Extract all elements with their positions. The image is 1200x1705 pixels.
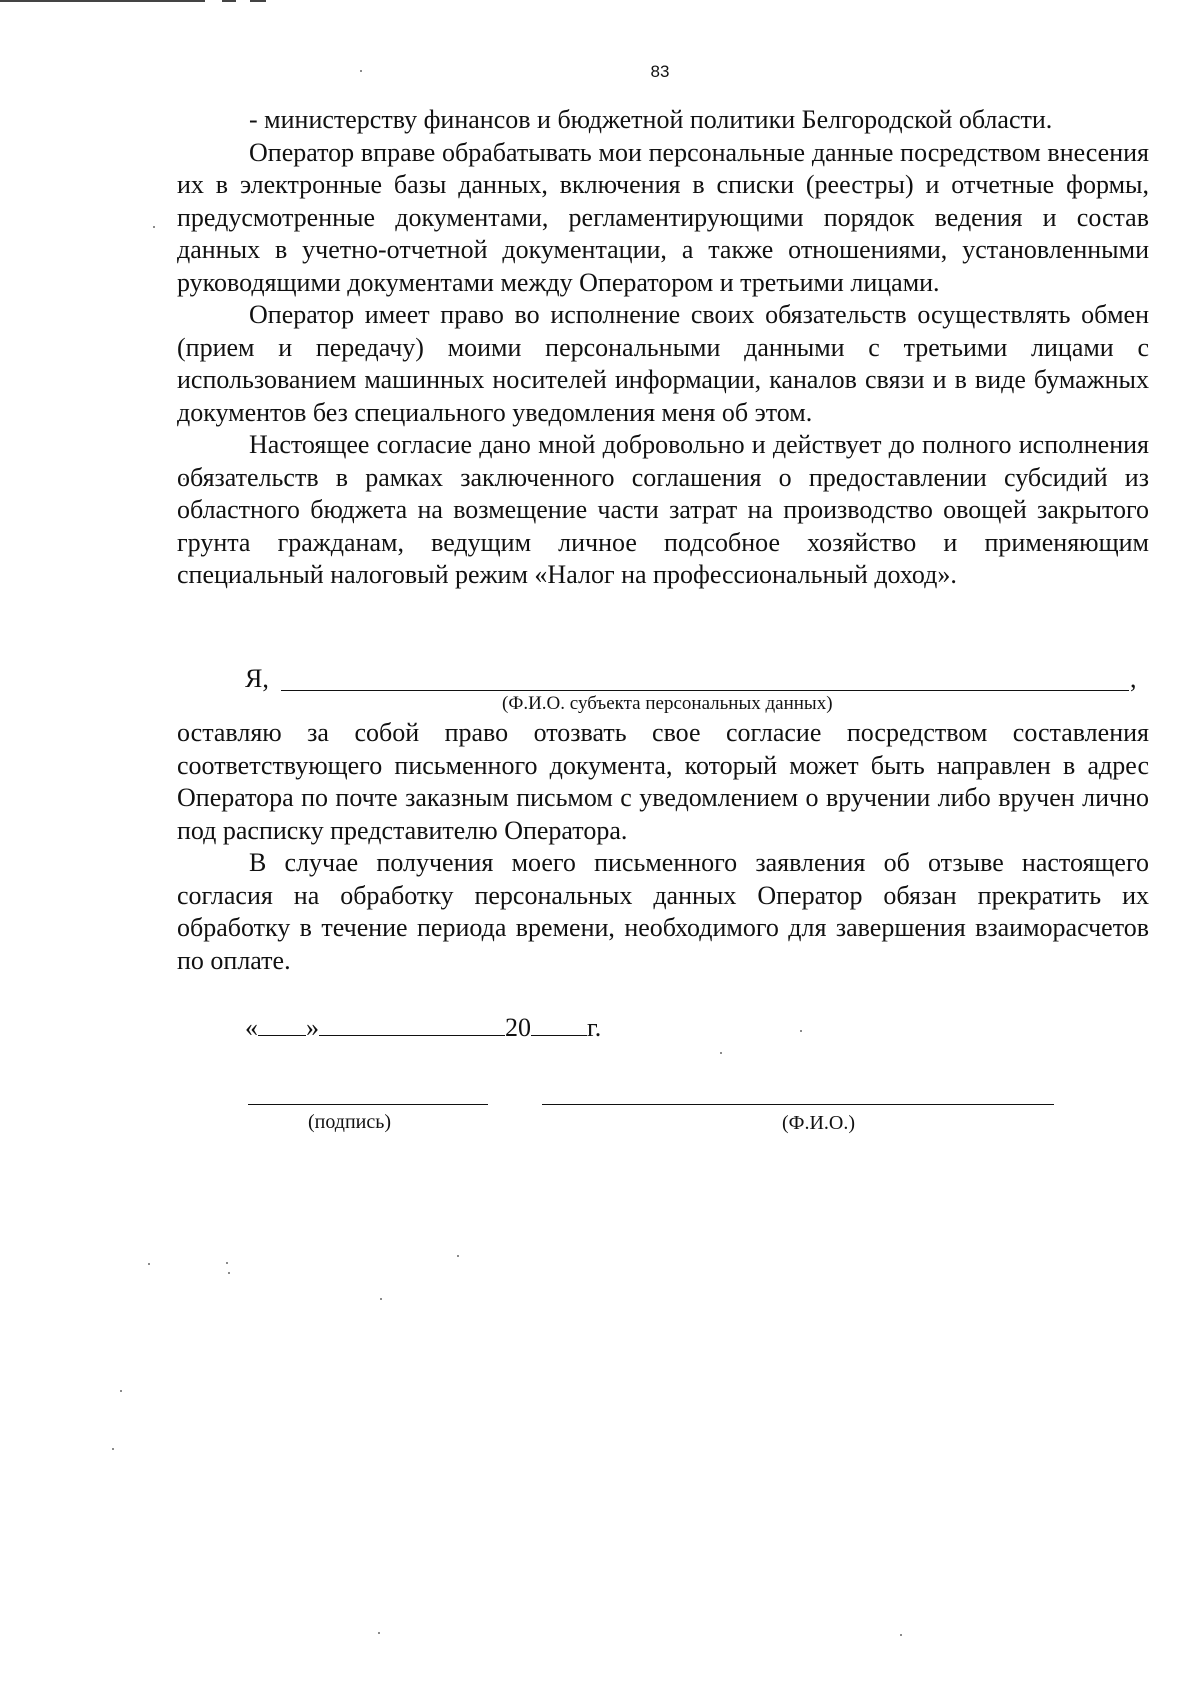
paragraph-termination: В случае получения моего письменного заявления об отзыве настоящего согласия на обработку персональных данных Оператор обязан прекратить их обработку в течение периода времени, необходимого для завершения взаиморасчетов по оплате. [177, 848, 1149, 975]
year-suffix: г. [587, 1013, 602, 1042]
scan-speck [226, 1262, 228, 1264]
subject-name-field[interactable] [281, 690, 1129, 691]
signature-caption: (подпись) [308, 1111, 392, 1133]
scan-speck [457, 1255, 459, 1257]
year-prefix: 20 [505, 1013, 531, 1042]
date-line [245, 1011, 601, 1044]
scan-speck [900, 1634, 902, 1636]
paragraph-exchange: Оператор имеет право во исполнение своих обязательств осуществлять обмен (прием и передачу) моими персональными данными с третьими лицами с использованием машинных носителей информации, каналов связи и в виде бумажных документов без специального уведомления меня об этом. [177, 300, 1149, 427]
scan-artifact-line [0, 0, 205, 2]
fio-caption: (Ф.И.О.) [782, 1112, 856, 1134]
scan-artifact-line [222, 0, 236, 2]
ya-prefix: Я, [245, 664, 269, 693]
scan-speck [378, 1632, 380, 1634]
scan-speck [120, 1390, 122, 1392]
paragraph-revocation: оставляю за собой право отозвать свое согласие посредством составления соответствующего письменного документа, который может быть направлен в адрес Оператора по почте заказным письмом с уведомлением о вручении либо вручен лично под расписку представителю Оператора. [177, 718, 1149, 845]
scan-speck [228, 1272, 230, 1274]
document-body-continued [177, 717, 1149, 977]
month-field[interactable] [319, 1011, 505, 1036]
scan-speck [720, 1052, 722, 1054]
fio-field[interactable] [542, 1104, 1054, 1105]
scan-artifact-line [250, 0, 266, 2]
scan-speck [800, 1030, 802, 1032]
paragraph-consent-term: Настоящее согласие дано мной добровольно и действует до полного исполнения обязательств в рамках заключенного соглашения о предоставлении субсидий из областного бюджета на возмещение части затрат на производство овощей закрытого грунта гражданам, ведущим личное подсобное хозяйство и применяющим специальный налоговый режим «Налог на профессиональный доход». [177, 430, 1149, 589]
document-body [177, 104, 1149, 592]
scan-speck [112, 1448, 114, 1450]
scan-speck [153, 226, 155, 228]
day-field[interactable] [258, 1011, 306, 1036]
scan-speck [148, 1263, 150, 1265]
date-open-quote: « [245, 1013, 258, 1042]
scan-speck [380, 1298, 382, 1300]
paragraph-processing: Оператор вправе обрабатывать мои персональные данные посредством внесения их в электронные базы данных, включения в списки (реестры) и отчетные формы, предусмотренные документами, регламентирующими порядок ведения и состав данных в учетно-отчетной документации, а также отношениями, установленными руководящими документами между Оператором и третьими лицами. [177, 137, 1149, 297]
date-close-quote: » [306, 1013, 319, 1042]
year-field[interactable] [531, 1011, 587, 1036]
fio-subject-caption: (Ф.И.О. субъекта персональных данных) [502, 693, 833, 714]
recipient-line: - министерству финансов и бюджетной политики Белгородской области. [249, 105, 1053, 134]
ya-comma: , [1130, 664, 1137, 693]
signature-field[interactable] [248, 1104, 488, 1105]
page-number: 83 [650, 62, 670, 81]
